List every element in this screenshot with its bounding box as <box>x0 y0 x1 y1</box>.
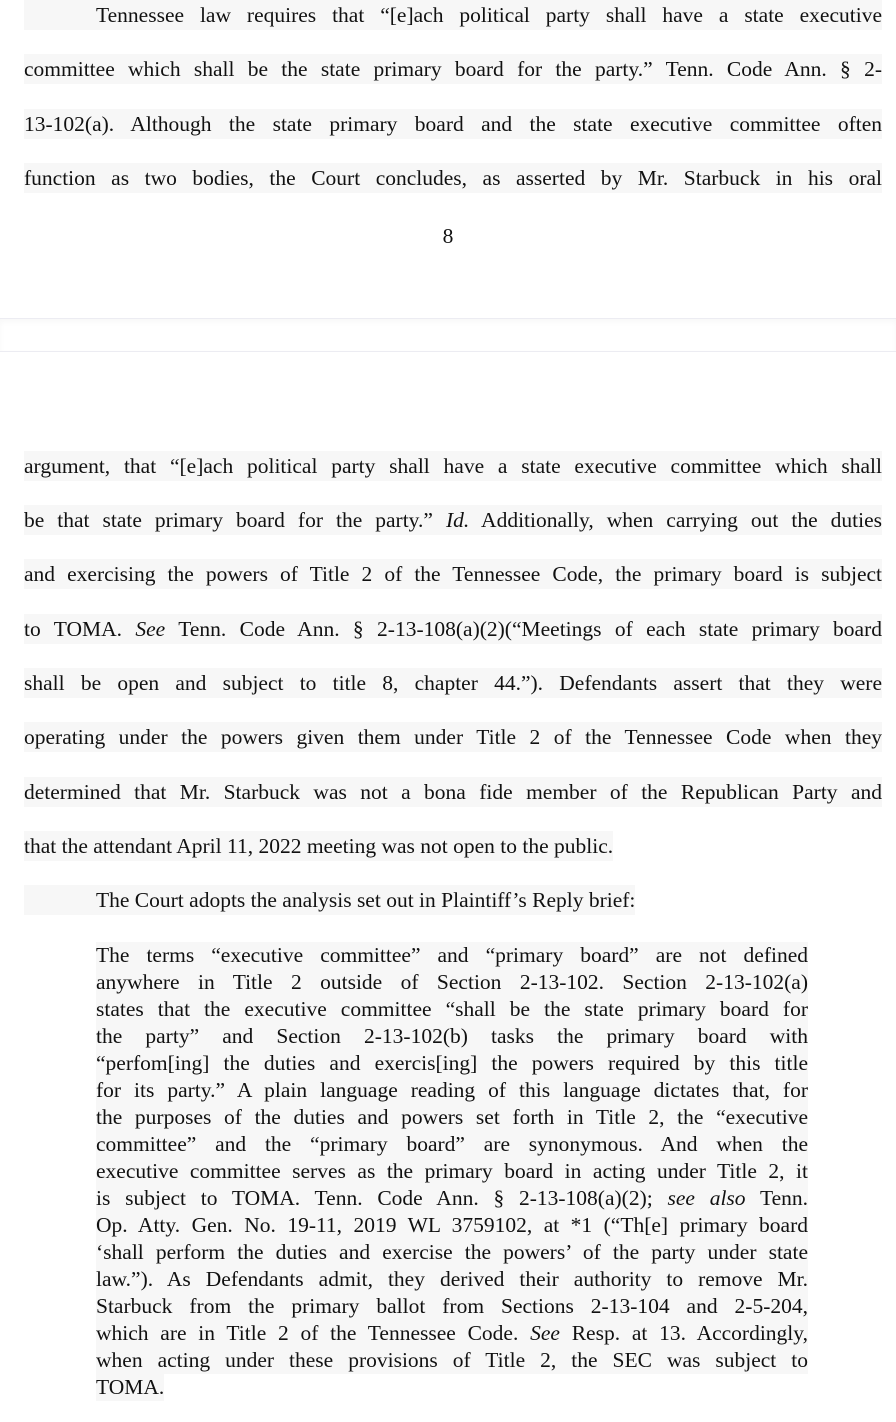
paragraph-line: shall be open and subject to title 8, chapter 44.”). Defendants assert that they were <box>24 668 882 698</box>
paragraph-line <box>24 505 882 535</box>
quote-line: for its party.” A plain language reading of this language dictates that, for <box>96 1077 808 1104</box>
paragraph-line: function as two bodies, the Court concludes, as asserted by Mr. Starbuck in his oral <box>24 163 882 193</box>
line-text: Tenn. <box>759 1186 808 1210</box>
quote-line: Op. Atty. Gen. No. 19-11, 2019 WL 3759102, at *1 (“Th[e] primary board <box>96 1212 808 1239</box>
citation-signal: Id. <box>445 508 470 532</box>
paragraph-line: argument, that “[e]ach political party shall have a state executive committee which shall <box>24 451 882 481</box>
quote-line: committee” and the “primary board” are synonymous. And when the <box>96 1131 808 1158</box>
paragraph-line: determined that Mr. Starbuck was not a bona fide member of the Republican Party and <box>24 777 882 807</box>
quote-line: Starbuck from the primary ballot from Sections 2-13-104 and 2-5-204, <box>96 1293 808 1320</box>
citation-signal: See <box>530 1321 560 1345</box>
paragraph-line <box>24 614 882 644</box>
line-text: which are in Title 2 of the Tennessee Code. <box>96 1321 519 1345</box>
quote-line: states that the executive committee “shall be the state primary board for <box>96 996 808 1023</box>
quote-line: The terms “executive committee” and “primary board” are not defined <box>96 942 808 969</box>
line-text: Additionally, when carrying out the duties <box>481 508 882 532</box>
line-text: is subject to TOMA. Tenn. Code Ann. § 2-13-108(a)(2); <box>96 1186 653 1210</box>
page-break <box>0 318 896 352</box>
paragraph-line: committee which shall be the state primary board for the party.” Tenn. Code Ann. § 2- <box>24 54 882 84</box>
line-text: be that state primary board for the party.” <box>24 508 433 532</box>
quote-line <box>96 1320 808 1347</box>
citation-signal: See <box>135 617 166 641</box>
quote-line: when acting under these provisions of Title 2, the SEC was subject to <box>96 1347 808 1374</box>
paragraph-line: and exercising the powers of Title 2 of the Tennessee Code, the primary board is subject <box>24 559 882 589</box>
line-text: to TOMA. <box>24 617 122 641</box>
page-number: 8 <box>442 224 454 248</box>
quote-line: executive committee serves as the primary board in acting under Title 2, it <box>96 1158 808 1185</box>
line-text: Resp. at 13. Accordingly, <box>571 1321 809 1345</box>
paragraph-line: operating under the powers given them under Title 2 of the Tennessee Code when they <box>24 722 882 752</box>
paragraph-line: Tennessee law requires that “[e]ach political party shall have a state executive <box>24 0 882 30</box>
quote-line: ‘shall perform the duties and exercise the powers’ of the party under state <box>96 1239 808 1266</box>
quote-line: the purposes of the duties and powers set forth in Title 2, the “executive <box>96 1104 808 1131</box>
paragraph-line: The Court adopts the analysis set out in Plaintiff’s Reply brief: <box>24 885 635 915</box>
quote-line <box>96 1185 808 1212</box>
quote-line: “perfom[ing] the duties and exercis[ing] the powers required by this title <box>96 1050 808 1077</box>
quote-line: the party” and Section 2-13-102(b) tasks the primary board with <box>96 1023 808 1050</box>
quote-line: anywhere in Title 2 outside of Section 2-13-102. Section 2-13-102(a) <box>96 969 808 996</box>
citation-signal: see also <box>667 1186 746 1210</box>
paragraph-line: 13-102(a). Although the state primary board and the state executive committee often <box>24 109 882 139</box>
line-text: Tenn. Code Ann. § 2-13-108(a)(2)(“Meetings of each state primary board <box>178 617 883 641</box>
quote-line: law.”). As Defendants admit, they derived their authority to remove Mr. <box>96 1266 808 1293</box>
quote-line: TOMA. <box>96 1374 164 1401</box>
paragraph-line: that the attendant April 11, 2022 meeting was not open to the public. <box>24 831 613 861</box>
